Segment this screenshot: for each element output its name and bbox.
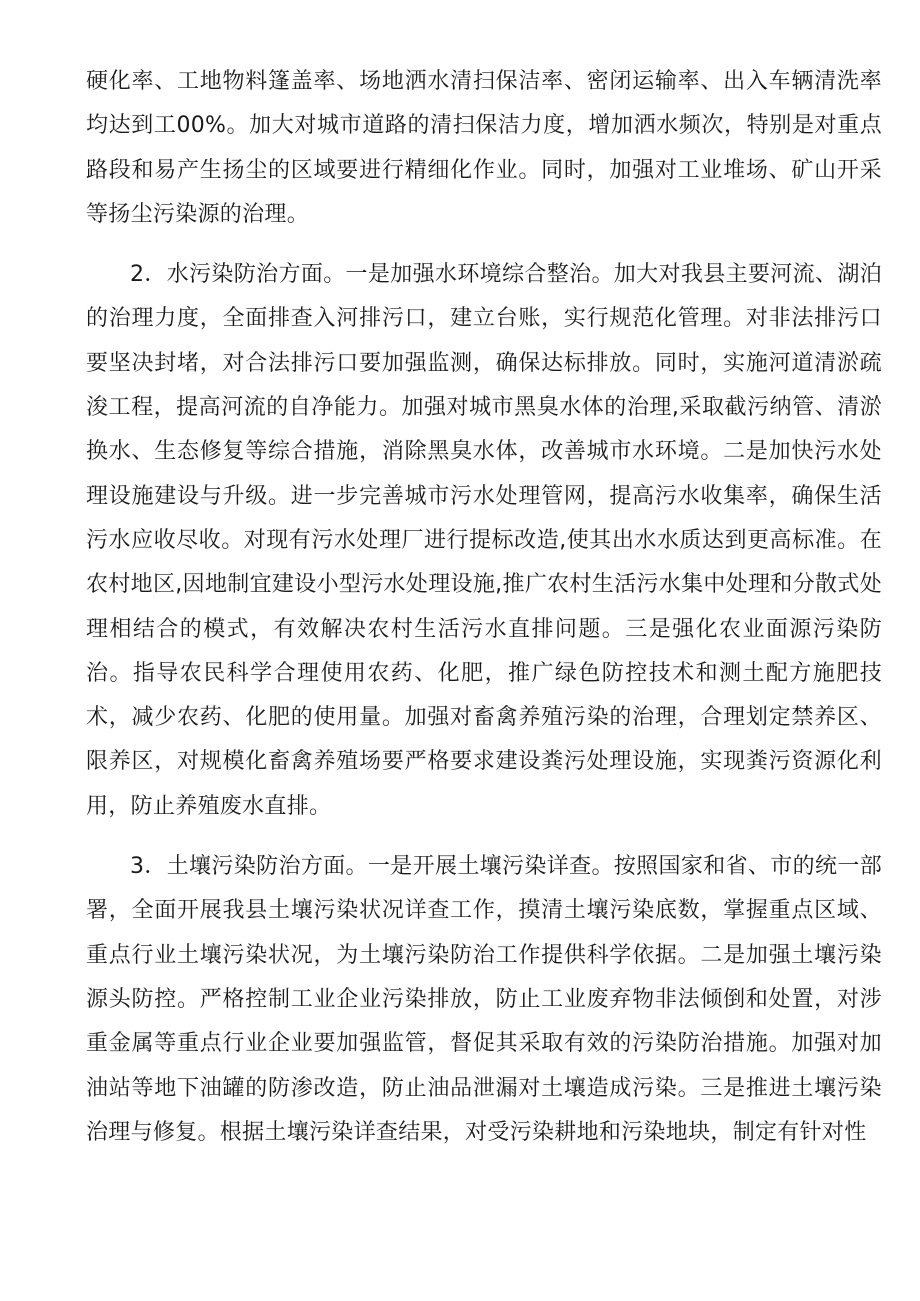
- paragraph-soil-pollution: 3．土壤污染防治方面。一是开展土壤污染详查。按照国家和省、市的统一部署，全面开展我县土壤污染状况详查工作，摸清土壤污染底数，掌握重点区域、重点行业土壤污染状况，为土壤污染防治工作提供科学依据。二是加强土壤污染源头防控。严格控制工业企业污染排放，防止工业废弃物非法倾倒和处置，对涉重金属等重点行业企业要加强监管，督促其采取有效的污染防治措施。加强对加油站等地下油罐的防渗改造，防止油品泄漏对土壤造成污染。三是推进土壤污染治理与修复。根据土壤污染详查结果，对受污染耕地和污染地块，制定有针对性: [86, 854, 882, 1145]
- document-body: [86, 60, 882, 1171]
- paragraph-continuation: 硬化率、工地物料篷盖率、场地洒水清扫保洁率、密闭运输率、出入车辆清洗率均达到工00%。加大对城市道路的清扫保洁力度，增加洒水频次，特别是对重点路段和易产生扬尘的区域要进行精细化作业。同时，加强对工业堆场、矿山开采等扬尘污染源的治理。: [86, 69, 882, 227]
- paragraph-water-pollution: 2．水污染防治方面。一是加强水环境综合整治。加大对我县主要河流、湖泊的治理力度，全面排查入河排污口，建立台账，实行规范化管理。对非法排污口要坚决封堵，对合法排污口要加强监测，确保达标排放。同时，实施河道清淤疏浚工程，提高河流的自净能力。加强对城市黑臭水体的治理,采取截污纳管、清淤换水、生态修复等综合措施，消除黑臭水体，改善城市水环境。二是加快污水处理设施建设与升级。进一步完善城市污水处理管网，提高污水收集率，确保生活污水应收尽收。对现有污水处理厂进行提标改造,使其出水水质达到更高标准。在农村地区,因地制宜建设小型污水处理设施,推广农村生活污水集中处理和分散式处理相结合的模式，有效解决农村生活污水直排问题。三是强化农业面源污染防治。指导农民科学合理使用农药、化肥，推广绿色防控技术和测土配方施肥技术，减少农药、化肥的使用量。加强对畜禽养殖污染的治理，合理划定禁养区、限养区，对规模化畜禽养殖场要严格要求建设粪污处理设施，实现粪污资源化利用，防止养殖废水直排。: [86, 262, 882, 819]
